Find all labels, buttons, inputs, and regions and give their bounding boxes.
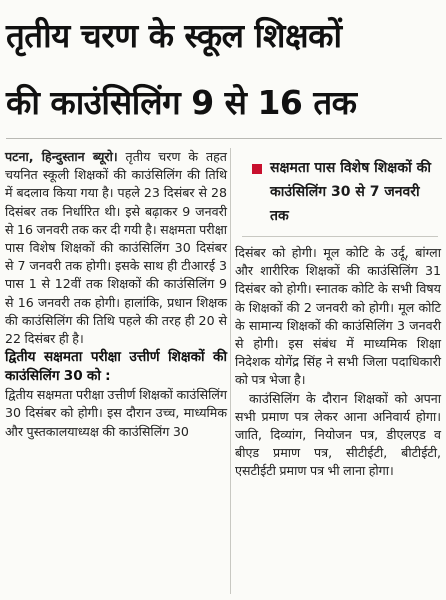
article-right-column (235, 244, 441, 481)
subheading: द्वितीय सक्षमता परीक्षा उत्तीर्ण शिक्षकों की काउंसिलिंग 30 को : (5, 349, 227, 385)
article-paragraph-3: दिसंबर को होगी। मूल कोटि के उर्दू, बांग्ला और शारीरिक शिक्षकों की काउंसिलिंग 31 दिसंबर को होगी। स्नातक कोटि के सभी विषय के शिक्षकों की 2 जनवरी को होगी। मूल कोटि के सामान्य शिक्षकों की काउंसिलिंग 3 जनवरी से होगी। इस संबंध में माध्यमिक शिक्षा निदेशक योगेंद्र सिंह ने सभी जिला पदाधिकारी को पत्र भेजा है। (235, 245, 441, 388)
article-paragraph-2: द्वितीय सक्षमता परीक्षा उत्तीर्ण शिक्षकों काउंसिलिंग 30 दिसंबर को होगी। इस दौरान उच्च, माध्यमिक और पुस्तकालयाध्यक्ष की काउंसिलिंग 30 (5, 387, 227, 439)
dateline: पटना, हिन्दुस्तान ब्यूरो। (5, 149, 118, 164)
headline-line-2: की काउंसिलिंग 9 से 16 तक (6, 83, 357, 122)
highlight-box-text: सक्षमता पास विशेष शिक्षकों की काउंसिलिंग 30 से 7 जनवरी तक (270, 160, 431, 224)
headline-line-1: तृतीय चरण के स्कूल शिक्षकों (6, 16, 342, 55)
article-paragraph-1-text: तृतीय चरण के तहत चयनित स्कूली शिक्षकों की काउंसिलिंग की तिथि में बदलाव किया गया है। पहले 23 दिसंबर से 28 दिसंबर तक निर्धारित थी। इसे बढ़ाकर 9 जनवरी से 16 जनवरी तक कर दी गयी है। सक्षमता परीक्षा पास विशेष शिक्षकों की काउंसिलिंग 30 दिसंबर से 7 जनवरी तक होगी। इसके साथ ही टीआरई 3 पास 1 से 12वीं तक शिक्षकों की काउंसिलिंग 9 से 16 जनवरी तक होगी। हालांकि, प्रधान शिक्षक की काउंसिलिंग की तिथि पहले की तरह ही 20 से 22 दिसंबर ही है। (5, 149, 227, 347)
highlight-box-divider (242, 236, 438, 237)
highlight-box (238, 154, 436, 230)
article-paragraph-4: काउंसिलिंग के दौरान शिक्षकों को अपना सभी प्रमाण पत्र लेकर आना अनिवार्य होगा। जाति, दिव्यांग, नियोजन पत्र, डीएलएड व बीएड प्रमाण पत्र, सीटीईटी, बीटीईटी, एसटीईटी प्रमाण पत्र भी लाना होगा। (235, 390, 441, 479)
column-divider (230, 148, 231, 594)
square-bullet-icon (252, 164, 262, 174)
headline-divider (6, 138, 442, 139)
article-left-column (5, 148, 227, 441)
article-paragraph-1 (5, 148, 227, 348)
